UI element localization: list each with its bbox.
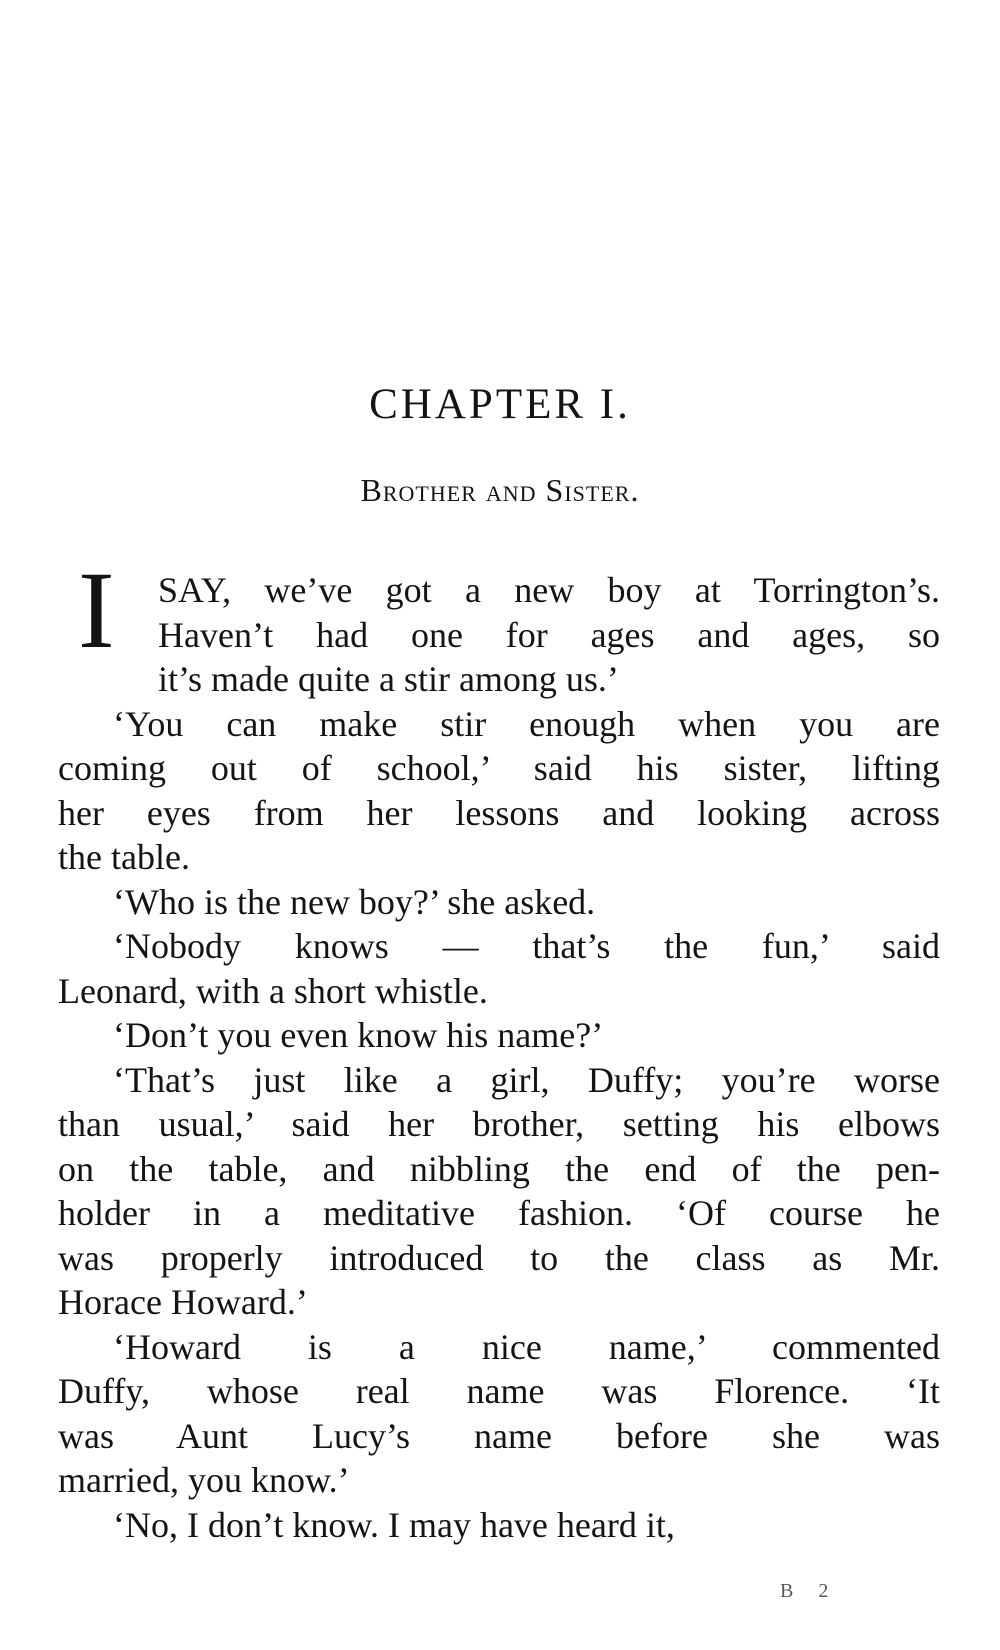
chapter-heading: CHAPTER I. (369, 381, 631, 428)
paragraph (58, 1325, 940, 1503)
text-line: Haven’t had one for ages and ages, so (158, 614, 940, 655)
chapter-subtitle: Brother and Sister. (360, 472, 640, 508)
text-line: was Aunt Lucy’s name before she was (58, 1415, 940, 1456)
text-line: ‘That’s just like a girl, Duffy; you’re worse (113, 1059, 940, 1100)
text-line: than usual,’ said her brother, setting his elbows (58, 1104, 940, 1144)
text-line: ‘Nobody knows — that’s the fun,’ said (113, 926, 940, 966)
text-line: was properly introduced to the class as Mr. (58, 1237, 940, 1278)
drop-cap: I (78, 549, 115, 671)
paragraph (58, 1058, 940, 1325)
paragraph (58, 924, 940, 1013)
text-line: on the table, and nibbling the end of the pen- (58, 1148, 940, 1189)
paragraph (58, 1503, 940, 1548)
text-line: ‘Howard is a nice name,’ commented (113, 1326, 940, 1367)
text-line: married, you know.’ (58, 1460, 350, 1500)
text-line: ‘Don’t you even know his name?’ (113, 1015, 604, 1055)
text-line: Leonard, with a short whistle. (58, 970, 488, 1011)
paragraph (58, 702, 940, 880)
text-line: the table. (58, 837, 190, 877)
text-line: ‘No, I don’t know. I may have heard it, (113, 1504, 675, 1545)
text-line: holder in a meditative fashion. ‘Of course he (58, 1193, 940, 1233)
paragraph (58, 1013, 940, 1058)
chapter-body (58, 549, 940, 1547)
text-line: her eyes from her lessons and looking across (58, 792, 940, 833)
text-line: Duffy, whose real name was Florence. ‘It (58, 1371, 940, 1411)
paragraph (58, 549, 940, 702)
text-line: SAY, we’ve got a new boy at Torrington’s. (158, 570, 940, 610)
text-line: ‘Who is the new boy?’ she asked. (113, 881, 596, 922)
text-line: ‘You can make stir enough when you are (113, 703, 940, 744)
text-line: coming out of school,’ said his sister, lifting (58, 748, 940, 788)
text-line: it’s made quite a stir among us.’ (158, 659, 619, 699)
text-line: Horace Howard.’ (58, 1282, 308, 1322)
paragraph (58, 880, 940, 925)
signature-mark: B 2 (780, 1580, 839, 1602)
